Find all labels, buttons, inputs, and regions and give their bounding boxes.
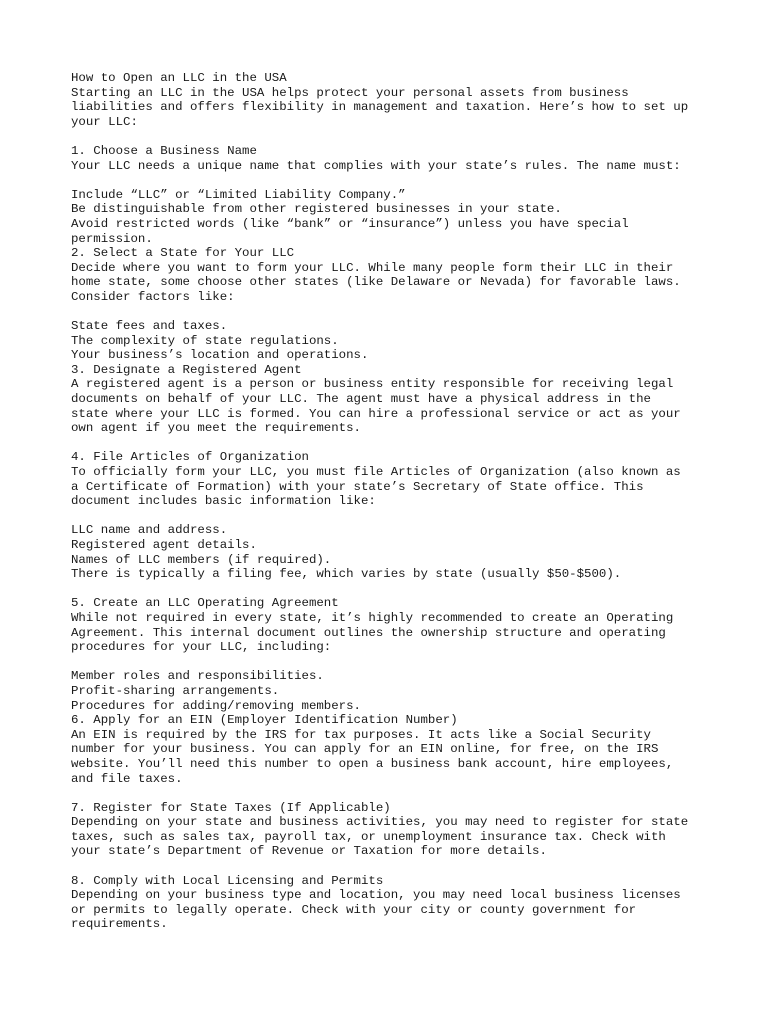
text-line: 5. Create an LLC Operating Agreement <box>71 596 339 611</box>
text-line: There is typically a filing fee, which varies by state (usually $50-$500). <box>71 567 622 582</box>
text-line: permission. <box>71 231 153 246</box>
text-line: Your business’s location and operations. <box>71 348 369 363</box>
text-line: your LLC: <box>71 114 138 129</box>
text-line: Profit-sharing arrangements. <box>71 683 280 698</box>
text-line: a Certificate of Formation) with your state’s Secretary of State office. This <box>71 479 644 494</box>
text-line: your state’s Department of Revenue or Taxation for more details. <box>71 844 547 859</box>
text-line: Member roles and responsibilities. <box>71 669 324 684</box>
text-line: Decide where you want to form your LLC. While many people form their LLC in their <box>71 260 674 275</box>
text-line: 6. Apply for an EIN (Employer Identification Number) <box>71 713 458 728</box>
text-line: State fees and taxes. <box>71 319 228 334</box>
text-line: Procedures for adding/removing members. <box>71 698 361 713</box>
text-line: 4. File Articles of Organization <box>71 450 309 465</box>
blank-line <box>71 859 731 874</box>
text-line: own agent if you meet the requirements. <box>71 421 361 436</box>
text-line: Names of LLC members (if required). <box>71 552 332 567</box>
text-line: number for your business. You can apply for an EIN online, for free, on the IRS <box>71 742 659 757</box>
blank-line <box>71 509 731 524</box>
blank-line <box>71 655 731 670</box>
text-line: website. You’ll need this number to open a business bank account, hire employees, <box>71 756 674 771</box>
text-line: Include “LLC” or “Limited Liability Company.” <box>71 187 406 202</box>
text-line: While not required in every state, it’s highly recommended to create an Operating <box>71 610 674 625</box>
text-line: 8. Comply with Local Licensing and Permits <box>71 873 384 888</box>
text-line: liabilities and offers flexibility in management and taxation. Here’s how to set up <box>71 100 689 115</box>
text-line: documents on behalf of your LLC. The agent must have a physical address in the <box>71 392 651 407</box>
blank-line <box>71 129 731 144</box>
blank-line <box>71 786 731 801</box>
text-line: Your LLC needs a unique name that complies with your state’s rules. The name must: <box>71 158 681 173</box>
blank-line <box>71 436 731 451</box>
document-title: How to Open an LLC in the USA <box>71 71 287 85</box>
blank-line <box>71 582 731 597</box>
text-line: To officially form your LLC, you must file Articles of Organization (also known as <box>71 465 681 480</box>
text-line: An EIN is required by the IRS for tax purposes. It acts like a Social Security <box>71 727 651 742</box>
text-line: 2. Select a State for Your LLC <box>71 246 295 261</box>
text-line: Be distinguishable from other registered businesses in your state. <box>71 202 562 217</box>
text-line: Agreement. This internal document outlines the ownership structure and operating <box>71 625 666 640</box>
text-line: LLC name and address. <box>71 523 228 538</box>
text-line: Depending on your business type and location, you may need local business licenses <box>71 888 681 903</box>
text-line: Consider factors like: <box>71 289 235 304</box>
text-line: Registered agent details. <box>71 538 257 552</box>
text-line: taxes, such as sales tax, payroll tax, or unemployment insurance tax. Check with <box>71 829 666 844</box>
text-line: document includes basic information like: <box>71 494 376 509</box>
text-line: The complexity of state regulations. <box>71 333 339 348</box>
blank-line <box>71 305 731 320</box>
text-line: state where your LLC is formed. You can hire a professional service or act as your <box>71 406 681 421</box>
text-line: or permits to legally operate. Check with your city or county government for <box>71 902 637 917</box>
text-line: A registered agent is a person or business entity responsible for receiving legal <box>71 377 674 392</box>
text-line: 3. Designate a Registered Agent <box>71 362 302 377</box>
text-line: Avoid restricted words (like “bank” or “insurance”) unless you have special <box>71 216 629 231</box>
text-line: Starting an LLC in the USA helps protect your personal assets from business <box>71 85 629 100</box>
document-page <box>71 71 731 932</box>
text-line: Depending on your state and business activities, you may need to register for state <box>71 815 689 830</box>
text-line: and file taxes. <box>71 771 183 786</box>
text-line: 1. Choose a Business Name <box>71 143 257 158</box>
text-line: procedures for your LLC, including: <box>71 640 332 655</box>
text-line: 7. Register for State Taxes (If Applicable) <box>71 800 391 815</box>
blank-line <box>71 173 731 188</box>
text-line: requirements. <box>71 917 168 932</box>
text-line: home state, some choose other states (like Delaware or Nevada) for favorable laws. <box>71 275 681 290</box>
